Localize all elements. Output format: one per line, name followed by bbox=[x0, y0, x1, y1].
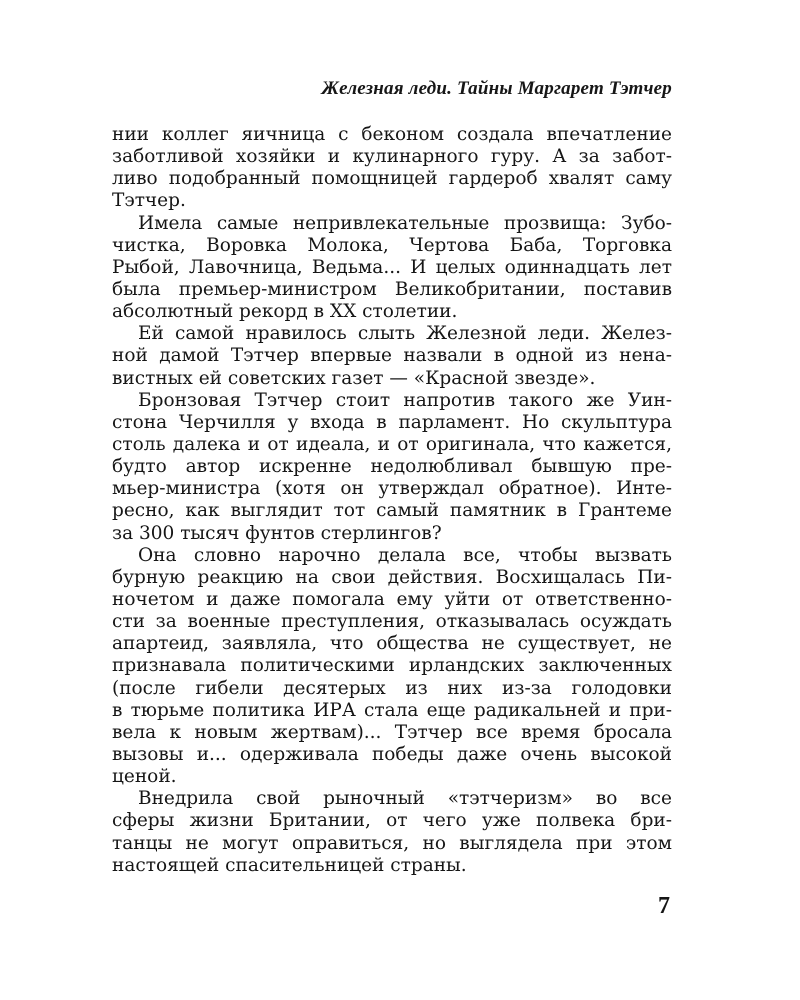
paragraph bbox=[112, 124, 672, 213]
text-line: ресно, как выглядит тот самый памятник в Грантеме bbox=[112, 500, 672, 522]
text-line: чистка, Воровка Молока, Чертова Баба, Торговка bbox=[112, 234, 672, 256]
text-line: Тэтчер. bbox=[112, 190, 186, 212]
text-line: Имела самые непривлекательные прозвища: Зубо- bbox=[138, 212, 672, 234]
text-line: танцы не могут оправиться, но выглядела при этом bbox=[112, 832, 672, 854]
text-line: вызовы и... одерживала победы даже очень высокой bbox=[112, 743, 672, 765]
text-line: вела к новым жертвам)... Тэтчер все время бросала bbox=[112, 721, 672, 743]
text-line: Ей самой нравилось слыть Железной леди. Желез- bbox=[138, 323, 672, 345]
text-line: ной дамой Тэтчер впервые назвали в одной из нена- bbox=[112, 345, 672, 367]
text-line: апартеид, заявляла, что общества не существует, не bbox=[112, 633, 672, 655]
text-line: ночетом и даже помогала ему уйти от ответственно- bbox=[112, 588, 672, 610]
body-text bbox=[112, 124, 672, 877]
text-line: сти за военные преступления, отказывалась осуждать bbox=[112, 611, 672, 633]
text-line: признавала политическими ирландских заключенных bbox=[112, 655, 672, 677]
text-line: бурную реакцию на свои действия. Восхищалась Пи- bbox=[112, 566, 672, 588]
text-line: в тюрьме политика ИРА стала еще радикальней и при- bbox=[112, 699, 672, 721]
paragraph bbox=[112, 390, 672, 545]
text-line: за 300 тысяч фунтов стерлингов? bbox=[112, 522, 442, 544]
text-line: Бронзовая Тэтчер стоит напротив такого же Уин- bbox=[138, 389, 672, 411]
text-line: стона Черчилля у входа в парламент. Но скульптура bbox=[112, 411, 672, 433]
text-line: Она словно нарочно делала все, чтобы вызвать bbox=[138, 544, 672, 566]
paragraph bbox=[112, 788, 672, 877]
text-line: ливо подобранный помощницей гардероб хвалят саму bbox=[112, 168, 672, 190]
text-line: нии коллег яичница с беконом создала впечатление bbox=[112, 124, 672, 145]
text-line: настоящей спасительницей страны. bbox=[112, 854, 467, 876]
text-line: Внедрила свой рыночный «тэтчеризм» во все bbox=[138, 788, 672, 810]
text-line: вистных ей советских газет — «Красной звезде». bbox=[112, 367, 596, 389]
text-line: абсолютный рекорд в XX столетии. bbox=[112, 301, 458, 323]
text-line: мьер-министра (хотя он утверждал обратное). Инте- bbox=[112, 478, 672, 500]
paragraph bbox=[112, 213, 672, 324]
text-line: (после гибели десятерых из них из-за голодовки bbox=[112, 677, 672, 699]
running-head: Железная леди. Тайны Маргарет Тэтчер bbox=[321, 78, 672, 99]
paragraph bbox=[112, 323, 672, 389]
page-number: 7 bbox=[658, 893, 670, 919]
paragraph bbox=[112, 545, 672, 789]
text-line: заботливой хозяйки и кулинарного гуру. А за забот- bbox=[112, 146, 672, 168]
text-line: Рыбой, Лавочница, Ведьма... И целых одиннадцать лет bbox=[112, 256, 672, 278]
text-line: была премьер-министром Великобритании, поставив bbox=[112, 278, 672, 300]
text-line: сферы жизни Британии, от чего уже полвека бри- bbox=[112, 810, 672, 832]
text-line: ценой. bbox=[112, 766, 177, 788]
text-line: будто автор искренне недолюбливал бывшую пре- bbox=[112, 456, 672, 478]
text-line: столь далека и от идеала, и от оригинала, что кажется, bbox=[112, 433, 672, 455]
